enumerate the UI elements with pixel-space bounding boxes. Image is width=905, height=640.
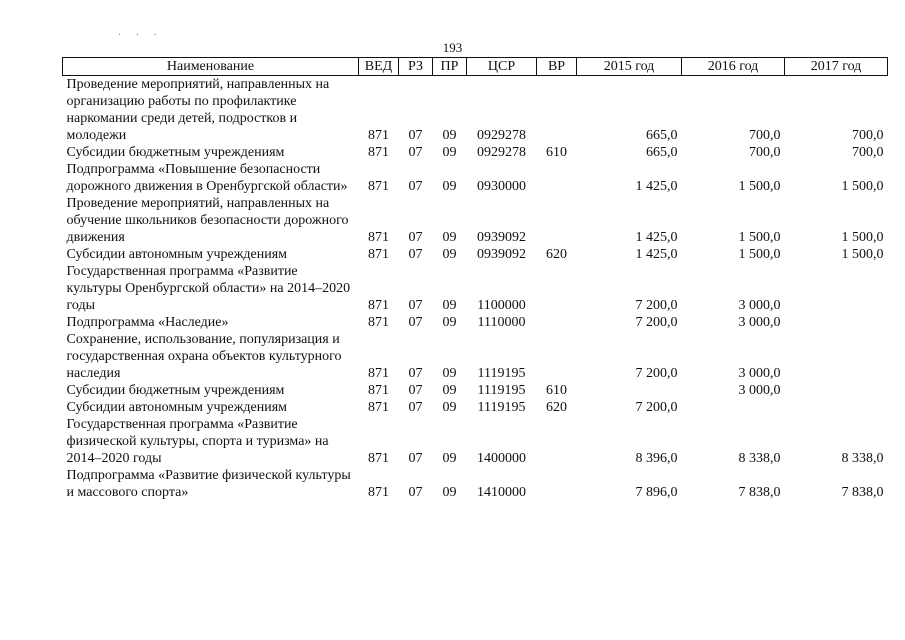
cell-y2017 — [785, 314, 888, 331]
cell-y2017: 1 500,0 — [841, 247, 884, 262]
cell-y2016: 3 000,0 — [738, 315, 781, 330]
cell-csr: 0939092 — [477, 247, 526, 262]
table-row — [63, 144, 888, 161]
cell-y2017 — [785, 382, 888, 399]
cell-y2016: 1 500,0 — [738, 230, 781, 245]
table-row — [63, 161, 888, 195]
cell-name: Подпрограмма «Повышение безопасности дорожного движения в Оренбургской области» — [66, 162, 348, 194]
cell-vr: 610 — [546, 383, 567, 398]
table-row — [63, 76, 888, 145]
cell-y2016: 7 838,0 — [738, 485, 781, 500]
header-vr: ВР — [537, 58, 577, 76]
cell-y2015: 7 200,0 — [635, 366, 678, 381]
cell-y2015: 7 896,0 — [635, 485, 678, 500]
cell-pr: 09 — [442, 383, 457, 398]
cell-vr — [537, 467, 577, 501]
cell-vr: 620 — [546, 247, 567, 262]
cell-name: Сохранение, использование, популяризация и государственная охрана объектов культурного наследия — [66, 332, 342, 381]
cell-rz: 07 — [408, 315, 423, 330]
cell-name: Подпрограмма «Наследие» — [66, 315, 229, 330]
cell-pr: 09 — [442, 247, 457, 262]
header-2016: 2016 год — [682, 58, 785, 76]
scan-artifact-dots: · · · — [118, 30, 163, 41]
cell-rz: 07 — [408, 366, 423, 381]
table-header-row — [63, 58, 888, 76]
cell-rz: 07 — [408, 400, 423, 415]
cell-y2017 — [785, 263, 888, 314]
cell-pr: 09 — [442, 451, 457, 466]
table-body — [63, 76, 888, 502]
header-csr: ЦСР — [467, 58, 537, 76]
cell-name: Подпрограмма «Развитие физической культуры и массового спорта» — [66, 468, 351, 500]
cell-y2017: 700,0 — [852, 145, 884, 160]
cell-csr: 1410000 — [477, 485, 526, 500]
cell-ved: 871 — [368, 298, 389, 313]
cell-y2015: 7 200,0 — [635, 400, 678, 415]
cell-csr: 0939092 — [477, 230, 526, 245]
cell-csr: 0929278 — [477, 128, 526, 143]
cell-ved: 871 — [368, 383, 389, 398]
cell-y2016 — [682, 399, 785, 416]
cell-vr — [537, 76, 577, 145]
cell-y2016: 3 000,0 — [738, 298, 781, 313]
table-row — [63, 314, 888, 331]
cell-vr — [537, 416, 577, 467]
header-2017: 2017 год — [785, 58, 888, 76]
header-rz: РЗ — [399, 58, 433, 76]
cell-csr: 1119195 — [477, 366, 526, 381]
cell-vr — [537, 195, 577, 246]
cell-name: Проведение мероприятий, направленных на обучение школьников безопасности дорожного движения — [66, 196, 349, 245]
cell-ved: 871 — [368, 179, 389, 194]
cell-y2015: 665,0 — [646, 145, 678, 160]
cell-y2017: 7 838,0 — [841, 485, 884, 500]
cell-ved: 871 — [368, 247, 389, 262]
cell-csr: 1119195 — [477, 400, 526, 415]
cell-ved: 871 — [368, 366, 389, 381]
cell-rz: 07 — [408, 451, 423, 466]
cell-rz: 07 — [408, 298, 423, 313]
cell-csr: 1110000 — [477, 315, 526, 330]
cell-vr — [537, 331, 577, 382]
table-row — [63, 331, 888, 382]
cell-y2017 — [785, 331, 888, 382]
cell-y2015 — [577, 382, 682, 399]
cell-rz: 07 — [408, 145, 423, 160]
cell-vr: 610 — [546, 145, 567, 160]
cell-rz: 07 — [408, 128, 423, 143]
cell-pr: 09 — [442, 400, 457, 415]
cell-vr — [537, 314, 577, 331]
cell-y2016: 700,0 — [749, 145, 781, 160]
cell-y2017: 700,0 — [852, 128, 884, 143]
cell-pr: 09 — [442, 366, 457, 381]
cell-csr: 1100000 — [477, 298, 526, 313]
table-row — [63, 416, 888, 467]
cell-pr: 09 — [442, 230, 457, 245]
cell-name: Субсидии автономным учреждениям — [66, 400, 288, 415]
cell-rz: 07 — [408, 247, 423, 262]
cell-ved: 871 — [368, 400, 389, 415]
cell-y2017: 1 500,0 — [841, 179, 884, 194]
cell-rz: 07 — [408, 230, 423, 245]
cell-rz: 07 — [408, 383, 423, 398]
cell-pr: 09 — [442, 128, 457, 143]
cell-name: Государственная программа «Развитие культуры Оренбургской области» на 2014–2020 годы — [66, 264, 351, 313]
page-number: 193 — [442, 40, 463, 55]
cell-y2015: 665,0 — [646, 128, 678, 143]
table-row — [63, 246, 888, 263]
table-row — [63, 263, 888, 314]
cell-ved: 871 — [368, 451, 389, 466]
cell-y2015: 1 425,0 — [635, 230, 678, 245]
cell-rz: 07 — [408, 179, 423, 194]
cell-ved: 871 — [368, 485, 389, 500]
header-2015: 2015 год — [577, 58, 682, 76]
cell-y2016: 700,0 — [749, 128, 781, 143]
cell-name: Субсидии бюджетным учреждениям — [66, 383, 285, 398]
budget-table — [62, 57, 888, 501]
cell-name: Проведение мероприятий, направленных на организацию работы по профилактике наркомании среди детей, подростков и молодежи — [66, 77, 330, 143]
cell-y2017: 1 500,0 — [841, 230, 884, 245]
cell-rz: 07 — [408, 485, 423, 500]
table-row — [63, 382, 888, 399]
cell-y2016: 8 338,0 — [738, 451, 781, 466]
cell-ved: 871 — [368, 128, 389, 143]
cell-pr: 09 — [442, 179, 457, 194]
cell-ved: 871 — [368, 315, 389, 330]
cell-y2016: 3 000,0 — [738, 383, 781, 398]
cell-y2017 — [785, 399, 888, 416]
cell-ved: 871 — [368, 145, 389, 160]
cell-pr: 09 — [442, 485, 457, 500]
cell-csr: 1400000 — [477, 451, 526, 466]
cell-vr — [537, 263, 577, 314]
header-ved: ВЕД — [359, 58, 399, 76]
header-pr: ПР — [433, 58, 467, 76]
cell-y2015: 7 200,0 — [635, 298, 678, 313]
cell-y2015: 1 425,0 — [635, 247, 678, 262]
cell-name: Субсидии автономным учреждениям — [66, 247, 288, 262]
cell-y2016: 1 500,0 — [738, 247, 781, 262]
cell-y2016: 1 500,0 — [738, 179, 781, 194]
cell-name: Государственная программа «Развитие физической культуры, спорта и туризма» на 2014–2020 годы — [66, 417, 329, 466]
cell-ved: 871 — [368, 230, 389, 245]
cell-csr: 0930000 — [477, 179, 526, 194]
cell-y2015: 1 425,0 — [635, 179, 678, 194]
cell-y2017: 8 338,0 — [841, 451, 884, 466]
header-name: Наименование — [63, 58, 359, 76]
table-row — [63, 467, 888, 501]
cell-name: Субсидии бюджетным учреждениям — [66, 145, 285, 160]
cell-y2015: 7 200,0 — [635, 315, 678, 330]
cell-pr: 09 — [442, 298, 457, 313]
cell-csr: 1119195 — [477, 383, 526, 398]
cell-y2015: 8 396,0 — [635, 451, 678, 466]
cell-y2016: 3 000,0 — [738, 366, 781, 381]
cell-csr: 0929278 — [477, 145, 526, 160]
cell-vr — [537, 161, 577, 195]
table-row — [63, 195, 888, 246]
cell-vr: 620 — [546, 400, 567, 415]
cell-pr: 09 — [442, 145, 457, 160]
cell-pr: 09 — [442, 315, 457, 330]
table-row — [63, 399, 888, 416]
